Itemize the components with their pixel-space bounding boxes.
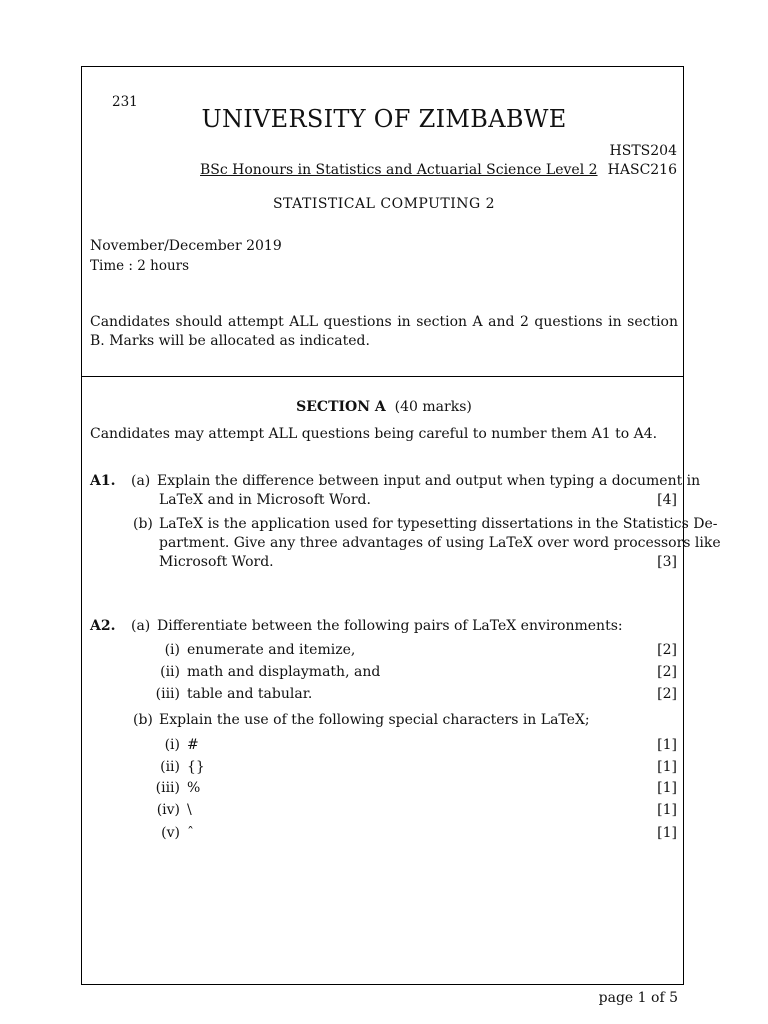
question-a2a-label: (a) [131,618,151,634]
a2a-item-marks: [2] [657,642,677,658]
exam-date: November/December 2019 [90,238,282,254]
question-a1b-label: (b) [133,516,153,532]
a2a-item-text: enumerate and itemize, [187,642,356,658]
a2b-item-text: {} [187,759,205,775]
question-a1a-marks: [4] [657,492,677,508]
a2b-item-num: (i) [164,737,180,753]
course-title: STATISTICAL COMPUTING 2 [272,196,496,212]
course-code-1: HSTS204 [609,143,677,159]
instructions: Candidates should attempt ALL questions in section A and 2 questions in section B. Marks will be allocated as indicated. [90,314,678,349]
paper-number: 231 [112,94,138,110]
body-box [81,377,684,985]
a2b-item-num: (iv) [156,802,180,818]
question-a1b-line1: LaTeX is the application used for typesetting dissertations in the Statistics De- [159,516,718,532]
a2b-item-text: # [187,737,199,753]
a2a-item-marks: [2] [657,686,677,702]
a2a-item-num: (ii) [160,664,180,680]
a2b-item-marks: [1] [657,802,677,818]
section-a-title: SECTION A [296,399,386,415]
question-a1-label: A1. [90,473,116,489]
section-a-note: Candidates may attempt ALL questions being careful to number them A1 to A4. [90,426,658,442]
section-a-marks: (40 marks) [394,399,472,415]
a2b-item-marks: [1] [657,759,677,775]
question-a1b-line2: partment. Give any three advantages of using LaTeX over word processors like [159,535,721,551]
university-title: UNIVERSITY OF ZIMBABWE [201,105,567,133]
a2a-item-marks: [2] [657,664,677,680]
question-a1a-line1: Explain the difference between input and output when typing a document in [157,473,701,489]
a2b-item-marks: [1] [657,780,677,796]
page-number: page 1 of 5 [598,990,678,1006]
exam-time: Time : 2 hours [90,258,190,274]
a2b-item-num: (ii) [160,759,180,775]
question-a2-label: A2. [90,618,116,634]
question-a1b-marks: [3] [657,554,677,570]
question-a2b-label: (b) [133,712,153,728]
question-a2a-text: Differentiate between the following pairs of LaTeX environments: [157,618,623,634]
question-a1a-label: (a) [131,473,151,489]
a2a-item-num: (i) [164,642,180,658]
a2a-item-text: table and tabular. [187,686,313,702]
a2b-item-num: (v) [161,825,180,841]
a2b-item-marks: [1] [657,737,677,753]
question-a2b-text: Explain the use of the following special characters in LaTeX; [159,712,590,728]
question-a1b-line3: Microsoft Word. [159,554,274,570]
a2b-item-marks: [1] [657,825,677,841]
section-a-heading [0,399,768,415]
a2b-item-text: % [187,780,201,796]
a2b-item-text: ˆ [187,825,194,841]
a2a-item-num: (iii) [155,686,180,702]
a2a-item-text: math and displaymath, and [187,664,381,680]
course-code-2: HASC216 [607,162,677,178]
programme: BSc Honours in Statistics and Actuarial Science Level 2 [200,162,598,178]
question-a1a-line2: LaTeX and in Microsoft Word. [159,492,371,508]
a2b-item-text: \ [187,802,192,818]
a2b-item-num: (iii) [155,780,180,796]
